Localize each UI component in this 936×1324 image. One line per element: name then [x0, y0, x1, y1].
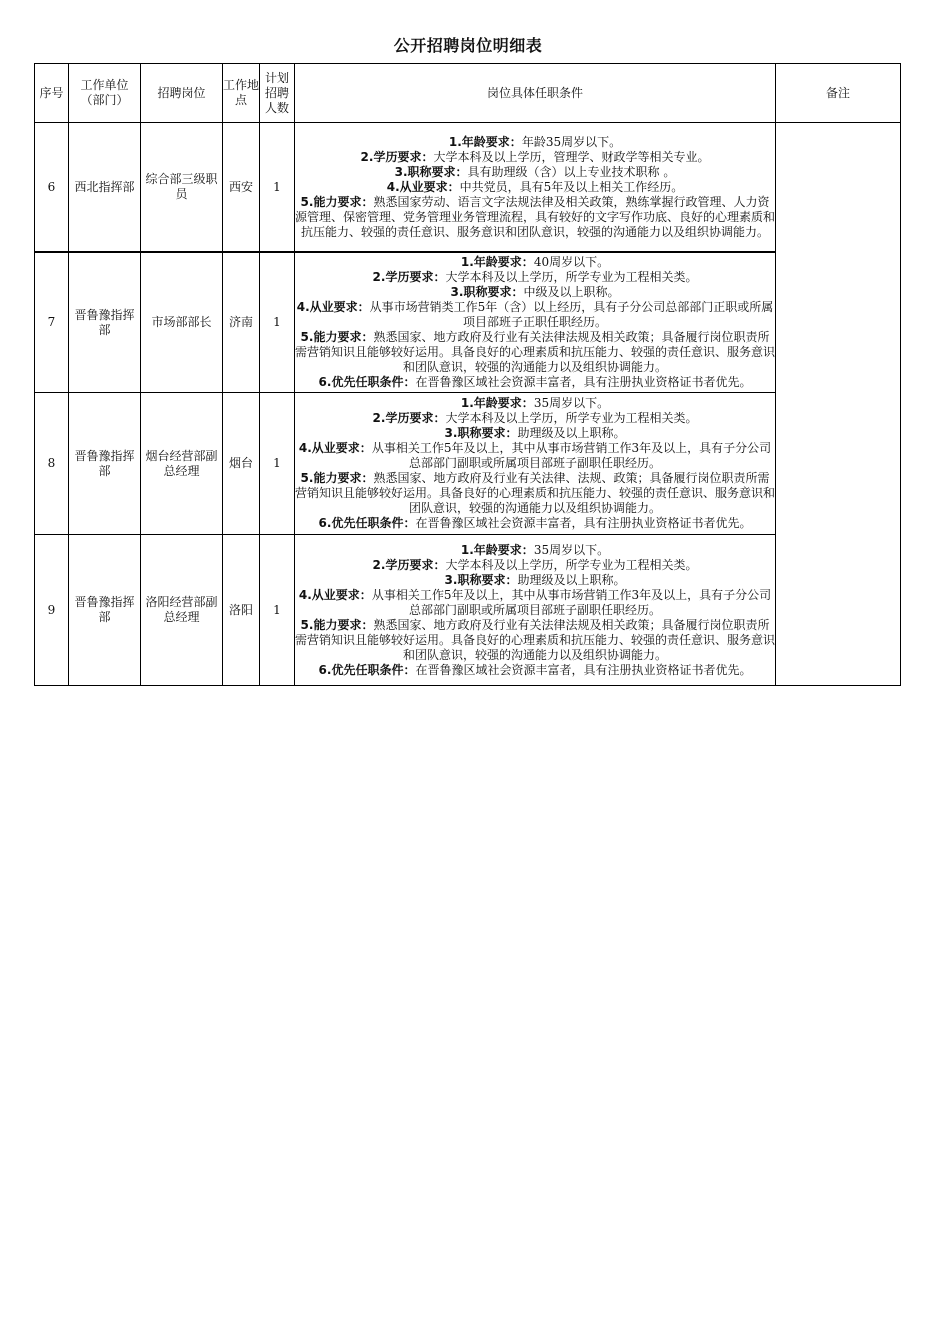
- requirement-label: 2.学历要求：: [360, 149, 434, 164]
- cell-seq: 6: [35, 123, 69, 253]
- cell-location: 济南: [223, 252, 260, 393]
- table-row: [35, 393, 901, 535]
- requirement-label: 2.学历要求：: [372, 270, 446, 284]
- requirement-label: 2.学历要求：: [372, 411, 446, 425]
- requirement-text: 35周岁以下。: [533, 542, 610, 557]
- cell-requirements: [295, 535, 776, 686]
- requirement-label: 4.从业要求：: [296, 300, 370, 314]
- requirement-label: 1.年龄要求：: [448, 134, 522, 149]
- requirement-line: [295, 165, 775, 180]
- requirement-line: [295, 270, 775, 285]
- table-header-row: [35, 64, 901, 123]
- requirement-label: 2.学历要求：: [372, 557, 446, 572]
- requirement-line: [295, 411, 775, 426]
- requirement-label: 3.职称要求：: [444, 426, 518, 440]
- table-row: [35, 535, 901, 686]
- cell-count: 1: [260, 535, 295, 686]
- cell-location: 西安: [223, 123, 260, 253]
- cell-position: 综合部三级职员: [141, 123, 223, 253]
- requirement-text: 中级及以上职称。: [523, 285, 620, 299]
- requirement-label: 3.职称要求：: [394, 164, 468, 179]
- header-remarks: 备注: [776, 64, 901, 123]
- requirement-label: 1.年龄要求：: [460, 255, 534, 269]
- requirement-text: 从事市场营销类工作5年（含）以上经历，具有子分公司总部部门正职或所属项目部班子正职任职经历。: [369, 300, 774, 329]
- requirement-text: 熟悉国家、地方政府及行业有关法律法规及相关政策；具备履行岗位职责所需营销知识且能够较好运用。具备良好的心理素质和抗压能力、较强的责任意识、服务意识和团队意识，较强的沟通能力以及组织协调能力。: [295, 330, 776, 374]
- cell-seq: 8: [35, 393, 69, 535]
- requirement-line: [295, 441, 775, 471]
- requirement-label: 6.优先任职条件：: [318, 662, 416, 677]
- cell-unit: 西北指挥部: [69, 123, 141, 253]
- requirement-text: 35周岁以下。: [533, 396, 610, 410]
- requirement-label: 4.从业要求：: [298, 441, 372, 455]
- requirement-line: [295, 135, 775, 150]
- requirement-text: 在晋鲁豫区域社会资源丰富者，具有注册执业资格证书者优先。: [415, 662, 752, 677]
- requirement-line: [295, 300, 775, 330]
- requirement-text: 大学本科及以上学历，所学专业为工程相关类。: [445, 557, 698, 572]
- cell-count: 1: [260, 393, 295, 535]
- cell-position: 市场部部长: [141, 252, 223, 393]
- requirement-line: [295, 471, 775, 516]
- cell-location: 烟台: [223, 393, 260, 535]
- requirement-text: 中共党员，具有5年及以上相关工作经历。: [459, 179, 684, 194]
- requirement-label: 6.优先任职条件：: [318, 375, 416, 389]
- requirement-label: 5.能力要求：: [300, 471, 374, 485]
- cell-requirements: [295, 123, 776, 253]
- header-requirements: 岗位具体任职条件: [295, 64, 776, 123]
- requirement-label: 5.能力要求：: [300, 617, 374, 632]
- requirement-text: 从事相关工作5年及以上，其中从事市场营销工作3年及以上，具有子分公司总部部门副职或所属项目部班子副职任职经历。: [371, 587, 772, 617]
- requirement-text: 熟悉国家、地方政府及行业有关法律、法规、政策；具备履行岗位职责所需营销知识且能够较好运用。具备良好的心理素质和抗压能力、较强的责任意识、服务意识和团队意识，较强的沟通能力以及组织协调能力。: [295, 471, 776, 515]
- requirement-text: 大学本科及以上学历，所学专业为工程相关类。: [445, 411, 698, 425]
- requirement-line: [295, 255, 775, 270]
- header-position: 招聘岗位: [141, 64, 223, 123]
- requirement-text: 助理级及以上职称。: [517, 426, 626, 440]
- job-table: [34, 63, 901, 686]
- header-count: 计划招聘人数: [260, 64, 295, 123]
- requirement-line: [295, 330, 775, 375]
- cell-count: 1: [260, 123, 295, 253]
- cell-requirements: [295, 393, 776, 535]
- cell-location: 洛阳: [223, 535, 260, 686]
- requirement-line: [295, 285, 775, 300]
- cell-seq: 7: [35, 252, 69, 393]
- requirement-line: [295, 516, 775, 531]
- requirement-label: 3.职称要求：: [444, 572, 518, 587]
- header-seq: 序号: [35, 64, 69, 123]
- requirement-text: 大学本科及以上学历，所学专业为工程相关类。: [445, 270, 698, 284]
- table-row: [35, 123, 901, 253]
- requirement-text: 大学本科及以上学历，管理学、财政学等相关专业。: [433, 149, 710, 164]
- header-unit: 工作单位（部门）: [69, 64, 141, 123]
- cell-unit: 晋鲁豫指挥部: [69, 252, 141, 393]
- requirement-line: [295, 426, 775, 441]
- requirement-text: 在晋鲁豫区域社会资源丰富者，具有注册执业资格证书者优先。: [415, 375, 752, 389]
- requirement-line: [295, 663, 775, 678]
- requirement-text: 从事相关工作5年及以上，其中从事市场营销工作3年及以上，具有子分公司总部部门副职或所属项目部班子副职任职经历。: [371, 441, 772, 470]
- cell-remarks: [776, 123, 901, 686]
- cell-requirements: [295, 252, 776, 393]
- requirement-text: 具有助理级（含）以上专业技术职称 。: [467, 164, 676, 179]
- cell-unit: 晋鲁豫指挥部: [69, 393, 141, 535]
- requirement-line: [295, 543, 775, 558]
- requirement-label: 4.从业要求：: [386, 179, 460, 194]
- requirement-label: 1.年龄要求：: [460, 542, 534, 557]
- page-title: 公开招聘岗位明细表: [393, 36, 543, 55]
- requirement-text: 熟悉国家劳动、语言文字法规法律及相关政策，熟练掌握行政管理、人力资源管理、保密管理、党务管理业务管理流程，具有较好的文字写作功底、良好的心理素质和抗压能力、较强的责任意识、服务意识和团队意识，较强的沟通能力以及组织协调能力。: [295, 194, 776, 239]
- requirement-text: 年龄35周岁以下。: [521, 134, 622, 149]
- requirement-text: 40周岁以下。: [533, 255, 610, 269]
- cell-position: 洛阳经营部副总经理: [141, 535, 223, 686]
- requirement-line: [295, 588, 775, 618]
- requirement-line: [295, 180, 775, 195]
- requirement-line: [295, 150, 775, 165]
- requirement-line: [295, 195, 775, 240]
- requirement-text: 助理级及以上职称。: [517, 572, 626, 587]
- requirement-label: 5.能力要求：: [300, 330, 374, 344]
- requirement-text: 熟悉国家、地方政府及行业有关法律法规及相关政策；具备履行岗位职责所需营销知识且能够较好运用。具备良好的心理素质和抗压能力、较强的责任意识、服务意识和团队意识，较强的沟通能力以及组织协调能力。: [295, 617, 776, 662]
- requirement-label: 3.职称要求：: [450, 285, 524, 299]
- requirement-line: [295, 558, 775, 573]
- requirement-line: [295, 573, 775, 588]
- requirement-label: 1.年龄要求：: [460, 396, 534, 410]
- header-location: 工作地点: [223, 64, 260, 123]
- requirement-line: [295, 375, 775, 390]
- requirement-line: [295, 618, 775, 663]
- requirement-label: 5.能力要求：: [300, 194, 374, 209]
- cell-position: 烟台经营部副总经理: [141, 393, 223, 535]
- requirement-text: 在晋鲁豫区域社会资源丰富者，具有注册执业资格证书者优先。: [415, 516, 752, 530]
- cell-count: 1: [260, 252, 295, 393]
- requirement-label: 4.从业要求：: [298, 587, 372, 602]
- cell-unit: 晋鲁豫指挥部: [69, 535, 141, 686]
- table-row: [35, 252, 901, 393]
- requirement-label: 6.优先任职条件：: [318, 516, 416, 530]
- cell-seq: 9: [35, 535, 69, 686]
- requirement-line: [295, 396, 775, 411]
